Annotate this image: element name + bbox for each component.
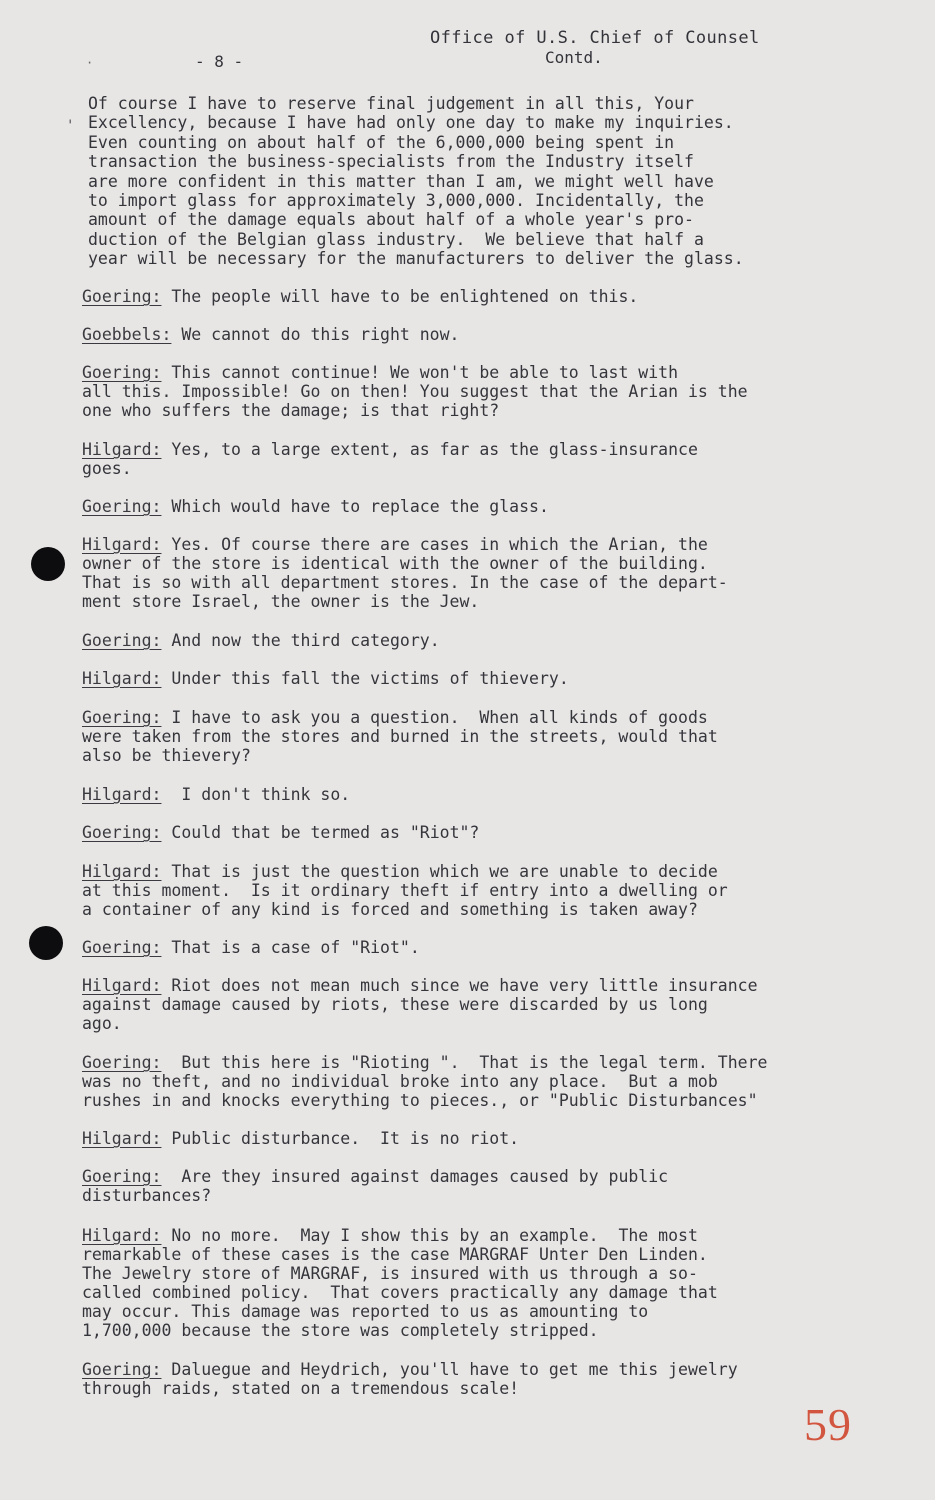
speaker-name: Hilgard:	[82, 669, 162, 688]
speaker-name: Goering:	[82, 363, 162, 382]
intro-paragraph: Of course I have to reserve final judgement in all this, Your Excellency, because I have had only one day to make my inquiries. Even counting on about half of the 6,000,000 being spent in transaction the business-specialists from the Industry itself are more confident in this matter than I am, we might well have to import glass for approximately 3,000,000. Incidentally, the amount of the damage equals about half of a whole year's pro- duction of the Belgian glass industry. We believe that half a year will be necessary for the manufacturers to deliver the glass.	[88, 94, 744, 269]
dialogue-entry	[82, 631, 882, 650]
dialogue-entry	[82, 976, 882, 1033]
dialogue-entry	[82, 440, 882, 478]
speaker-name: Goering:	[82, 631, 162, 650]
speaker-name: Goering:	[82, 287, 162, 306]
speaker-name: Goering:	[82, 497, 162, 516]
speech-text: But this here is "Rioting ". That is the legal term. There was no theft, and no individual broke into any place. But a mob rushes in and knocks everything to pieces., or "Public Disturbances"	[82, 1053, 768, 1110]
margin-dot: ·	[86, 56, 94, 70]
speaker-name: Goering:	[82, 1360, 162, 1379]
dialogue-entry	[82, 862, 882, 919]
speaker-name: Goering:	[82, 1167, 162, 1186]
speech-text: I don't think so.	[161, 785, 351, 804]
dialogue-entry	[82, 1129, 882, 1148]
speaker-name: Goering:	[82, 1053, 162, 1072]
dialogue-entry	[82, 823, 882, 842]
dialogue-entry	[82, 1226, 882, 1340]
speech-text: Riot does not mean much since we have very little insurance against damage caused by riots, these were discarded by us long ago.	[82, 976, 758, 1033]
speech-text: Which would have to replace the glass.	[161, 497, 549, 516]
dialogue-entry	[82, 497, 882, 516]
speaker-name: Hilgard:	[82, 1129, 162, 1148]
dialogue-entry	[82, 708, 882, 765]
speaker-name: Hilgard:	[82, 535, 162, 554]
speaker-name: Goering:	[82, 823, 162, 842]
page-number: - 8 -	[195, 52, 244, 71]
speech-text: Public disturbance. It is no riot.	[161, 1129, 520, 1148]
margin-tick: '	[66, 118, 75, 134]
speech-text: That is just the question which we are unable to decide at this moment. Is it ordinary theft if entry into a dwelling or a container of any kind is forced and something is taken away?	[82, 862, 728, 919]
dialogue-entry	[82, 1360, 882, 1398]
folio-number: 59	[804, 1399, 852, 1450]
speech-text: Yes, to a large extent, as far as the glass-insurance goes.	[82, 440, 698, 478]
dialogue-entry	[82, 1167, 882, 1205]
speaker-name: Hilgard:	[82, 440, 162, 459]
dialogue-entry	[82, 535, 882, 611]
speaker-name: Goebbels:	[82, 325, 172, 344]
contd-label: Contd.	[545, 48, 603, 67]
speech-text: I have to ask you a question. When all kinds of goods were taken from the stores and burned in the streets, would that also be thievery?	[82, 708, 718, 765]
dialogue-entry	[82, 785, 882, 804]
speech-text: The people will have to be enlightened on this.	[161, 287, 639, 306]
speech-text: That is a case of "Riot".	[161, 938, 420, 957]
speech-text: And now the third category.	[161, 631, 440, 650]
dialogue-entry	[82, 669, 882, 688]
office-header: Office of U.S. Chief of Counsel	[430, 28, 760, 48]
speech-text: We cannot do this right now.	[171, 325, 460, 344]
punch-hole	[31, 547, 65, 581]
dialogue-entry	[82, 1053, 882, 1110]
speaker-name: Hilgard:	[82, 785, 162, 804]
speaker-name: Hilgard:	[82, 1226, 162, 1245]
dialogue-entry	[82, 938, 882, 957]
speaker-name: Goering:	[82, 708, 162, 727]
punch-hole	[29, 926, 63, 960]
speaker-name: Goering:	[82, 938, 162, 957]
dialogue-entry	[82, 363, 882, 420]
speech-text: Are they insured against damages caused by public disturbances?	[82, 1167, 669, 1205]
speech-text: Daluegue and Heydrich, you'll have to get me this jewelry through raids, stated on a tremendous scale!	[82, 1360, 738, 1398]
speech-text: No no more. May I show this by an example. The most remarkable of these cases is the case MARGRAF Unter Den Linden. The Jewelry store of MARGRAF, is insured with us through a so- called combined policy. That covers practically any damage that may occur. This damage was reported to us as amounting to 1,700,000 because the store was completely stripped.	[82, 1226, 718, 1340]
speech-text: Under this fall the victims of thievery.	[161, 669, 569, 688]
speech-text: Could that be termed as "Riot"?	[161, 823, 480, 842]
speech-text: Yes. Of course there are cases in which the Arian, the owner of the store is identical with the owner of the building. That is so with all department stores. In the case of the depart- ment store Israel, the owner is the Jew.	[82, 535, 728, 611]
dialogue-entry	[82, 287, 882, 306]
dialogue-entry	[82, 325, 882, 344]
speaker-name: Hilgard:	[82, 976, 162, 995]
speaker-name: Hilgard:	[82, 862, 162, 881]
speech-text: This cannot continue! We won't be able to last with all this. Impossible! Go on then! You suggest that the Arian is the one who suffers the damage; is that right?	[82, 363, 748, 420]
